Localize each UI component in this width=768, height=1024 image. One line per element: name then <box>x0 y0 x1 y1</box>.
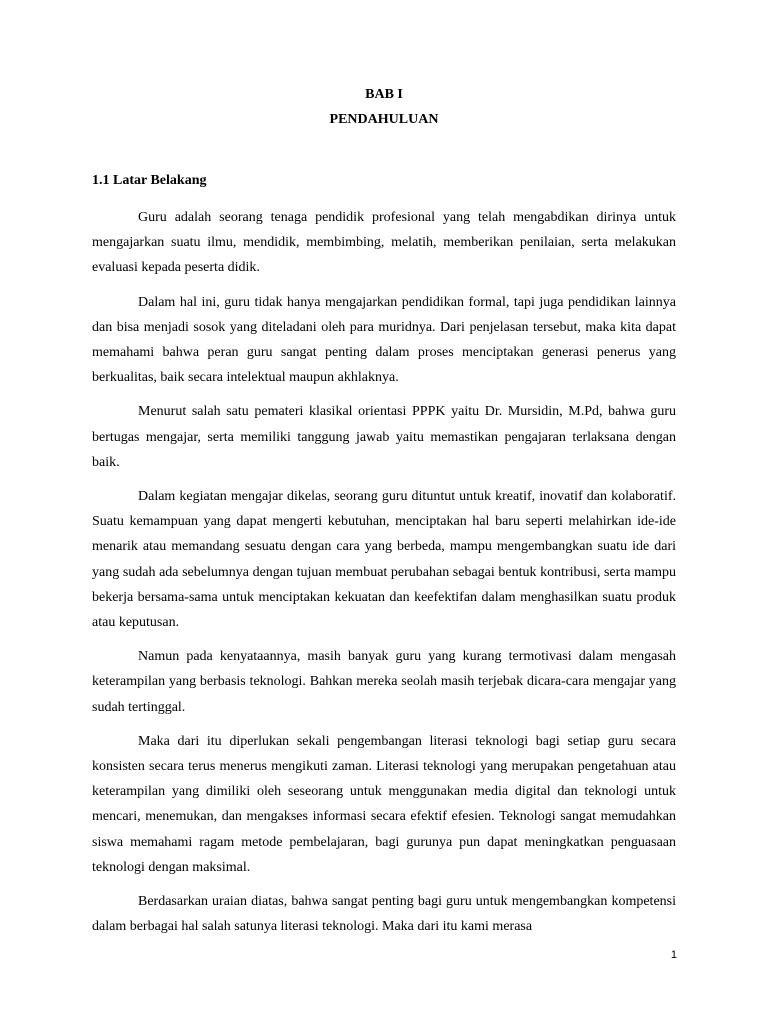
paragraph: Berdasarkan uraian diatas, bahwa sangat penting bagi guru untuk mengembangkan kompetensi dalam berbagai hal salah satunya literasi teknologi. Maka dari itu kami merasa <box>92 894 676 935</box>
page-number: 1 <box>670 949 677 961</box>
paragraph: Maka dari itu diperlukan sekali pengembangan literasi teknologi bagi setiap guru secara konsisten secara terus menerus mengikuti zaman. Literasi teknologi yang merupakan pengetahuan atau keterampilan yang dimiliki oleh seseorang untuk menggunakan media digital dan teknologi untuk mencari, menemukan, dan mengakses informasi secara efektif efesien. Teknologi sangat memudahkan siswa memahami ragam metode pembelajaran, bagi gurunya pun dapat meningkatkan penguasaan teknologi dengan maksimal. <box>92 733 676 875</box>
section-heading: 1.1 Latar Belakang <box>92 173 207 188</box>
paragraph: Menurut salah satu pemateri klasikal orientasi PPPK yaitu Dr. Mursidin, M.Pd, bahwa guru bertugas mengajar, serta memiliki tanggung jawab yaitu memastikan pengajaran terlaksana dengan baik. <box>92 404 676 470</box>
chapter-label: BAB I <box>365 87 403 102</box>
paragraph: Guru adalah seorang tenaga pendidik profesional yang telah mengabdikan dirinya untuk mengajarkan suatu ilmu, mendidik, membimbing, melatih, memberikan penilaian, serta melakukan evaluasi kepada peserta didik. <box>92 210 676 276</box>
document-body <box>92 205 676 948</box>
paragraph: Dalam hal ini, guru tidak hanya mengajarkan pendidikan formal, tapi juga pendidikan lainnya dan bisa menjadi sosok yang diteladani oleh para muridnya. Dari penjelasan tersebut, maka kita dapat memahami bahwa peran guru sangat penting dalam proses menciptakan generasi penerus yang berkualitas, baik secara intelektual maupun akhlaknya. <box>92 294 676 386</box>
chapter-title: PENDAHULUAN <box>329 112 439 127</box>
paragraph: Dalam kegiatan mengajar dikelas, seorang guru dituntut untuk kreatif, inovatif dan kolaboratif. Suatu kemampuan yang dapat mengerti kebutuhan, menciptakan hal baru seperti melahirkan ide-ide menarik atau memandang sesuatu dengan cara yang berbeda, mampu mengembangkan suatu ide dari yang sudah ada sebelumnya dengan tujuan membuat perubahan sebagai bentuk kontribusi, serta mampu bekerja bersama-sama untuk menciptakan kekuatan dan keefektifan dalam menghasilkan suatu produk atau keputusan. <box>92 489 676 631</box>
paragraph: Namun pada kenyataannya, masih banyak guru yang kurang termotivasi dalam mengasah keterampilan yang berbasis teknologi. Bahkan mereka seolah masih terjebak dicara-cara mengajar yang sudah tertinggal. <box>92 649 676 715</box>
